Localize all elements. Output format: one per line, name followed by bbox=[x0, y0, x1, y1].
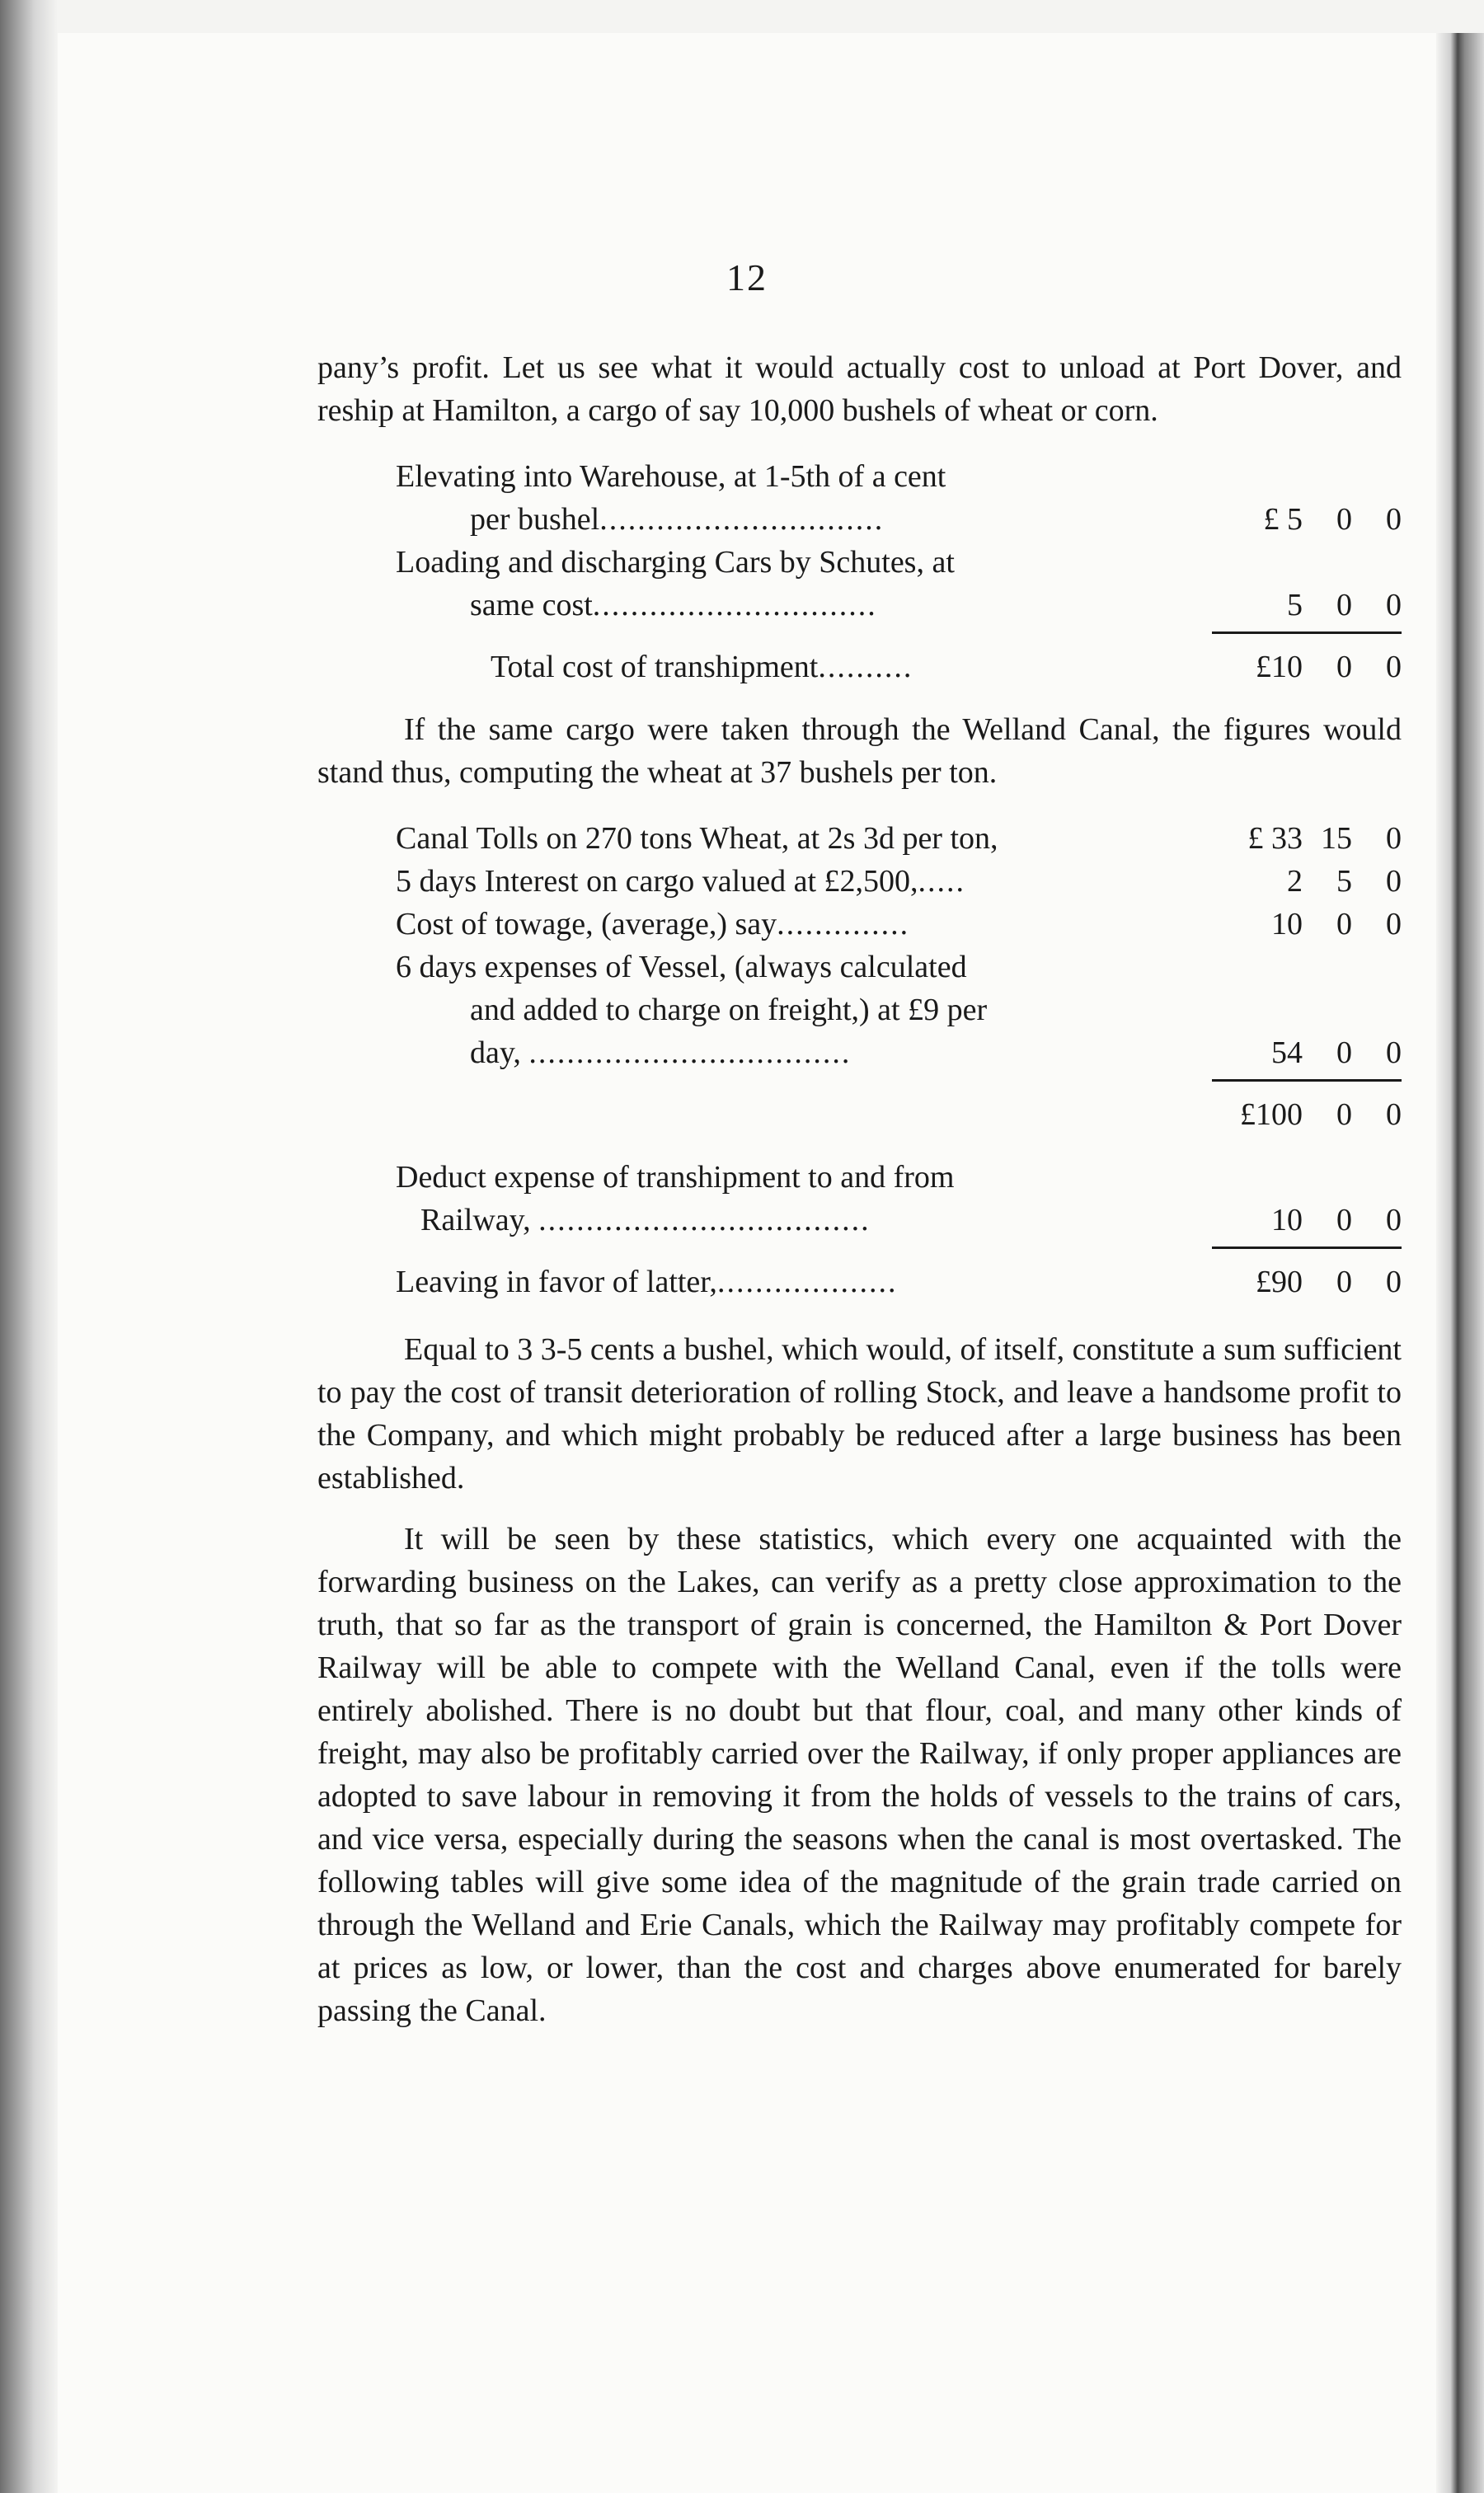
pounds: £10 bbox=[1256, 650, 1303, 684]
shillings: 0 bbox=[1336, 1265, 1352, 1299]
amount bbox=[1212, 646, 1402, 688]
pence: 0 bbox=[1386, 907, 1402, 941]
sum-rule bbox=[1212, 1246, 1402, 1249]
pence: 0 bbox=[1386, 502, 1402, 537]
amount bbox=[1212, 1093, 1402, 1136]
pounds: 10 bbox=[1271, 1203, 1303, 1237]
amount bbox=[1212, 584, 1402, 627]
shillings: 0 bbox=[1336, 650, 1352, 684]
amount bbox=[1212, 1031, 1402, 1074]
sum-rule bbox=[1212, 631, 1402, 634]
item-text: 6 days expenses of Vessel, (always calculated bbox=[396, 950, 967, 984]
pounds: £ 33 bbox=[1247, 821, 1303, 856]
ledger-row bbox=[317, 455, 1402, 541]
pence: 0 bbox=[1386, 1035, 1402, 1070]
item-text: same cost bbox=[470, 588, 593, 622]
item-text: Leaving in favor of latter, bbox=[396, 1265, 717, 1299]
ledger-subtotal-row bbox=[317, 1093, 1402, 1136]
pounds: 2 bbox=[1287, 864, 1303, 899]
item-text: Canal Tolls on 270 tons Wheat, at 2s 3d per ton, bbox=[396, 821, 998, 856]
item-text: and added to charge on freight,) at £9 per bbox=[470, 993, 988, 1027]
shillings: 0 bbox=[1336, 1097, 1352, 1132]
leader-dots: ................... bbox=[716, 1265, 898, 1299]
pounds: 10 bbox=[1271, 907, 1303, 941]
amount bbox=[1212, 817, 1402, 860]
pounds: £ 5 bbox=[1263, 502, 1303, 537]
ledger-row bbox=[317, 817, 1402, 860]
amount bbox=[1212, 860, 1402, 903]
intro-paragraph: pany’s profit. Let us see what it would actually cost to unload at Port Dover, and reship at Hamilton, a cargo of say 10,000 bushels of wheat or corn. bbox=[317, 350, 1402, 428]
pounds: £90 bbox=[1256, 1265, 1303, 1299]
ledger-total-row bbox=[317, 646, 1402, 688]
ledger-row bbox=[317, 903, 1402, 946]
item-text: per bushel bbox=[470, 502, 600, 537]
item-text: Railway, bbox=[420, 1203, 531, 1237]
pence: 0 bbox=[1386, 588, 1402, 622]
ledger-row bbox=[317, 860, 1402, 903]
shillings: 0 bbox=[1336, 502, 1352, 537]
item-text: Cost of towage, (average,) say bbox=[396, 907, 777, 941]
transhipment-ledger bbox=[317, 455, 1402, 688]
pounds: 5 bbox=[1287, 588, 1303, 622]
shillings: 15 bbox=[1321, 821, 1352, 856]
book-page bbox=[58, 33, 1436, 2493]
shillings: 0 bbox=[1336, 1035, 1352, 1070]
canal-ledger bbox=[317, 817, 1402, 1303]
adjacent-page-edge bbox=[1436, 33, 1484, 2493]
ledger-deduct-row bbox=[317, 1156, 1402, 1242]
amount bbox=[1212, 1261, 1402, 1303]
leader-dots: ..... bbox=[918, 864, 966, 899]
page-number: 12 bbox=[726, 256, 768, 298]
ledger-row bbox=[317, 541, 1402, 627]
pence: 0 bbox=[1386, 650, 1402, 684]
amount bbox=[1212, 903, 1402, 946]
page-content bbox=[317, 239, 1402, 2032]
sum-rule bbox=[1212, 1079, 1402, 1082]
item-text: Loading and discharging Cars by Schutes, at bbox=[396, 545, 955, 580]
leader-dots: ................................... bbox=[538, 1203, 871, 1237]
pence: 0 bbox=[1386, 864, 1402, 899]
shillings: 0 bbox=[1336, 907, 1352, 941]
pence: 0 bbox=[1386, 1097, 1402, 1132]
shillings: 5 bbox=[1336, 864, 1352, 899]
leader-dots: .............................. bbox=[599, 502, 885, 537]
leader-dots: .............. bbox=[777, 907, 910, 941]
pounds: £100 bbox=[1240, 1097, 1303, 1132]
total-label: Total cost of transhipment bbox=[491, 650, 819, 684]
item-text: day, bbox=[470, 1035, 521, 1070]
ledger-leaving-row bbox=[317, 1261, 1402, 1303]
ledger-row bbox=[317, 946, 1402, 1074]
item-text: Deduct expense of transhipment to and from bbox=[396, 1160, 955, 1195]
pence: 0 bbox=[1386, 821, 1402, 856]
final-paragraph: It will be seen by these statistics, which every one acquainted with the forwarding business on the Lakes, can verify as a pretty close approximation to the truth, that so far as the transport of grain is concerned, the Hamilton & Port Dover Railway will be able to compete with the Welland Canal, even if the tolls were entirely abolished. There is no doubt but that flour, coal, and many other kinds of freight, may also be profitably carried over the Railway, if only proper appliances are adopted to save labour in removing it from the holds of vessels to the trains of cars, and vice versa, especially during the seasons when the canal is most overtasked. The following tables will give some idea of the magnitude of the grain trade carried on through the Welland and Erie Canals, which the Railway may profitably compete for at prices as low, or lower, than the cost and charges above enumerated for barely passing the Canal. bbox=[317, 1522, 1402, 2028]
pounds: 54 bbox=[1271, 1035, 1303, 1070]
pence: 0 bbox=[1386, 1203, 1402, 1237]
leader-dots: .......... bbox=[818, 650, 913, 684]
leader-dots: .................................. bbox=[528, 1035, 852, 1070]
shillings: 0 bbox=[1336, 1203, 1352, 1237]
equal-paragraph: Equal to 3 3-5 cents a bushel, which would, of itself, constitute a sum sufficient to pay the cost of transit deterioration of rolling Stock, and leave a handsome profit to the Company, and which might probably be reduced after a large business has been established. bbox=[317, 1332, 1402, 1495]
item-text: 5 days Interest on cargo valued at £2,500, bbox=[396, 864, 918, 899]
item-text: Elevating into Warehouse, at 1-5th of a cent bbox=[396, 459, 946, 494]
amount bbox=[1212, 1199, 1402, 1242]
canal-intro-paragraph: If the same cargo were taken through the Welland Canal, the figures would stand thus, computing the wheat at 37 bushels per ton. bbox=[317, 712, 1402, 790]
book-spine-shadow bbox=[0, 0, 58, 2493]
pence: 0 bbox=[1386, 1265, 1402, 1299]
shillings: 0 bbox=[1336, 588, 1352, 622]
leader-dots: .............................. bbox=[592, 588, 877, 622]
amount bbox=[1212, 498, 1402, 541]
